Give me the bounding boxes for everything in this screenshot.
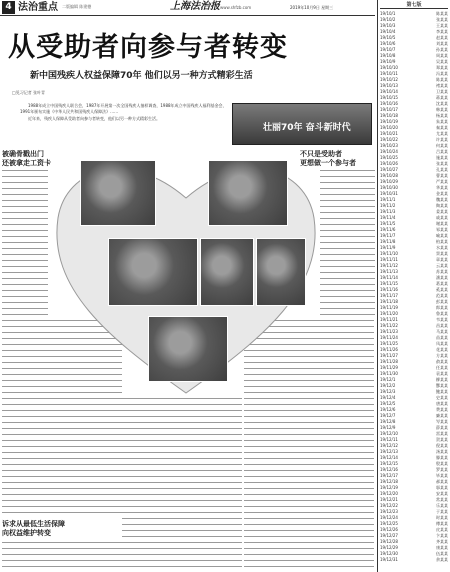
sidebar-row-name: 毕某某 bbox=[436, 473, 448, 478]
sidebar-row-date: 19/11/19 bbox=[380, 305, 398, 310]
sidebar-row-date: 19/10/28 bbox=[380, 173, 398, 178]
sidebar-row-name: 吕某某 bbox=[436, 149, 448, 154]
sidebar-row-date: 19/11/13 bbox=[380, 269, 398, 274]
sidebar-row-date: 19/12/24 bbox=[380, 515, 398, 520]
photo-middle-left bbox=[108, 238, 198, 306]
sidebar-row-date: 19/10/16 bbox=[380, 101, 398, 106]
sidebar-row-name: 张某某 bbox=[436, 17, 448, 22]
sidebar-row-date: 19/10/2 bbox=[380, 17, 396, 22]
bottom-left-text bbox=[2, 542, 122, 570]
sidebar-row-date: 19/10/11 bbox=[380, 71, 398, 76]
sidebar-row-date: 19/11/10 bbox=[380, 251, 398, 256]
sidebar-row-date: 19/10/23 bbox=[380, 143, 398, 148]
sidebar-row-name: 孙某某 bbox=[436, 47, 448, 52]
sidebar-row-date: 19/11/27 bbox=[380, 353, 398, 358]
sidebar-row-date: 19/10/26 bbox=[380, 161, 398, 166]
sidebar-row-name: 贺某某 bbox=[436, 437, 448, 442]
lead-paragraph-1: 1988年成立中国残疾人联合会，1987年开展第一次全国残疾人抽样调查，1988年成立中国残疾人福利基金会，1991年颁布实施《中华人民共和国残疾人保障法》…… bbox=[20, 103, 227, 114]
sidebar-row-name: 戚某某 bbox=[436, 215, 448, 220]
sidebar-row-name: 朱某某 bbox=[436, 119, 448, 124]
sidebar-row-name: 何某某 bbox=[436, 143, 448, 148]
sidebar-row-name: 陶某某 bbox=[436, 203, 448, 208]
sidebar-row-date: 19/11/2 bbox=[380, 203, 396, 208]
sidebar-row-date: 19/12/15 bbox=[380, 461, 398, 466]
editor-credit: 二版编辑 陈建德 bbox=[62, 4, 92, 9]
sidebar-row-date: 19/11/5 bbox=[380, 221, 396, 226]
sidebar-row-date: 19/10/14 bbox=[380, 89, 398, 94]
sidebar-row-date: 19/12/25 bbox=[380, 521, 398, 526]
sidebar-row-date: 19/11/1 bbox=[380, 197, 396, 202]
sidebar-row-name: 岑某某 bbox=[436, 419, 448, 424]
sidebar-row-date: 19/11/28 bbox=[380, 359, 398, 364]
sidebar-row-name: 鲁某某 bbox=[436, 311, 448, 316]
sidebar-row-date: 19/11/24 bbox=[380, 335, 398, 340]
bottom-section-title: 诉求从最低生活保障 向权益维护转变 bbox=[2, 520, 65, 537]
sidebar-row-name: 葛某某 bbox=[436, 281, 448, 286]
sidebar-row-name: 花某某 bbox=[436, 347, 448, 352]
sidebar-row-date: 19/11/25 bbox=[380, 341, 398, 346]
sidebar-row-date: 19/10/6 bbox=[380, 41, 396, 46]
sidebar-row-date: 19/12/28 bbox=[380, 539, 398, 544]
sidebar-row-name: 凤某某 bbox=[436, 341, 448, 346]
sidebar-row-date: 19/11/6 bbox=[380, 227, 396, 232]
sidebar-row-name: 汤某某 bbox=[436, 449, 448, 454]
sidebar-row-date: 19/12/2 bbox=[380, 383, 396, 388]
sidebar-row-date: 19/11/20 bbox=[380, 311, 398, 316]
sidebar-row-name: 齐某某 bbox=[436, 539, 448, 544]
sidebar-row-date: 19/12/20 bbox=[380, 491, 398, 496]
sidebar-row-name: 韦某某 bbox=[436, 317, 448, 322]
sidebar-row-date: 19/12/27 bbox=[380, 533, 398, 538]
photo-middle-right-a bbox=[200, 238, 254, 306]
sidebar-row-name: 华某某 bbox=[436, 185, 448, 190]
sidebar-row-name: 于某某 bbox=[436, 509, 448, 514]
sidebar-row-name: 鲍某某 bbox=[436, 389, 448, 394]
sidebar-row-name: 窦某某 bbox=[436, 251, 448, 256]
sidebar-row-name: 吴某某 bbox=[436, 59, 448, 64]
paper-logo: 上海法治报 bbox=[170, 1, 220, 12]
sidebar-row-date: 19/11/14 bbox=[380, 275, 398, 280]
lead-paragraphs bbox=[20, 103, 230, 123]
sidebar-row-name: 柏某某 bbox=[436, 239, 448, 244]
sidebar-row-name: 韩某某 bbox=[436, 107, 448, 112]
photo-top-right bbox=[208, 160, 288, 226]
sidebar-row-date: 19/12/11 bbox=[380, 437, 398, 442]
sidebar-row-date: 19/10/4 bbox=[380, 29, 396, 34]
sidebar-row-name: 费某某 bbox=[436, 407, 448, 412]
sidebar-row-date: 19/12/16 bbox=[380, 467, 398, 472]
sidebar-row-name: 滕某某 bbox=[436, 455, 448, 460]
sidebar-row-name: 潘某某 bbox=[436, 275, 448, 280]
sidebar-row-name: 乐某某 bbox=[436, 503, 448, 508]
sidebar-row bbox=[380, 557, 448, 563]
sidebar-row-name: 喻某某 bbox=[436, 233, 448, 238]
sidebar-row-date: 19/11/7 bbox=[380, 233, 396, 238]
paper-url: www.shfzb.com bbox=[220, 5, 252, 10]
sidebar-row-date: 19/10/20 bbox=[380, 125, 398, 130]
page-number: 4 bbox=[2, 1, 15, 14]
sidebar-row-name: 时某某 bbox=[436, 515, 448, 520]
sidebar-row-name: 章某某 bbox=[436, 257, 448, 262]
sidebar-row-date: 19/12/3 bbox=[380, 389, 396, 394]
sidebar-row-name: 傅某某 bbox=[436, 521, 448, 526]
sidebar-row-name: 严某某 bbox=[436, 179, 448, 184]
sidebar-row-name: 皮某某 bbox=[436, 527, 448, 532]
sidebar-row-date: 19/11/21 bbox=[380, 317, 398, 322]
sidebar-row-name: 施某某 bbox=[436, 155, 448, 160]
sidebar-row-name: 廉某某 bbox=[436, 413, 448, 418]
center-bottom-text bbox=[122, 398, 242, 570]
sidebar-row-name: 姜某某 bbox=[436, 209, 448, 214]
sidebar-row-name: 柳某某 bbox=[436, 377, 448, 382]
sidebar-row-date: 19/12/14 bbox=[380, 455, 398, 460]
sidebar-row-name: 唐某某 bbox=[436, 401, 448, 406]
sidebar-row-date: 19/10/15 bbox=[380, 95, 398, 100]
sidebar-row-date: 19/10/7 bbox=[380, 47, 396, 52]
sidebar-row-name: 常某某 bbox=[436, 497, 448, 502]
sidebar-row-date: 19/12/22 bbox=[380, 503, 398, 508]
sidebar-row-date: 19/10/13 bbox=[380, 83, 398, 88]
sidebar-row-date: 19/11/23 bbox=[380, 329, 398, 334]
sidebar-row-name: 冯某某 bbox=[436, 71, 448, 76]
sidebar-row-date: 19/12/12 bbox=[380, 443, 398, 448]
sidebar-row-date: 19/12/6 bbox=[380, 407, 396, 412]
sidebar-row-name: 郎某某 bbox=[436, 305, 448, 310]
sidebar-row-date: 19/10/3 bbox=[380, 23, 396, 28]
issue-date: 2019年10月9日 星期三 bbox=[290, 5, 334, 10]
sidebar-row-date: 19/10/25 bbox=[380, 155, 398, 160]
photo-top-left bbox=[80, 160, 156, 226]
sidebar-row-name: 孔某某 bbox=[436, 167, 448, 172]
sidebar-row-name: 罗某某 bbox=[436, 467, 448, 472]
sidebar-row-name: 余某某 bbox=[436, 557, 448, 562]
headline: 从受助者向参与者转变 bbox=[8, 32, 288, 63]
sidebar-row-date: 19/11/8 bbox=[380, 239, 396, 244]
sidebar-row-name: 卞某某 bbox=[436, 533, 448, 538]
sidebar-row-date: 19/12/21 bbox=[380, 497, 398, 502]
sidebar-list bbox=[377, 0, 450, 572]
sidebar-row-date: 19/10/8 bbox=[380, 53, 396, 58]
sidebar-row-date: 19/11/29 bbox=[380, 365, 398, 370]
sidebar-row-name: 俞某某 bbox=[436, 359, 448, 364]
sidebar-row-date: 19/11/22 bbox=[380, 323, 398, 328]
sidebar-row-name: 卫某某 bbox=[436, 89, 448, 94]
sidebar-row-date: 19/10/9 bbox=[380, 59, 396, 64]
sidebar-row-name: 魏某某 bbox=[436, 197, 448, 202]
sidebar-row-name: 曹某某 bbox=[436, 173, 448, 178]
sidebar-row-name: 水某某 bbox=[436, 245, 448, 250]
sidebar-row-name: 许某某 bbox=[436, 137, 448, 142]
sidebar-row-date: 19/11/9 bbox=[380, 245, 396, 250]
left-column-text bbox=[2, 170, 48, 320]
section-name: 法治重点 bbox=[18, 2, 58, 13]
sidebar-row-date: 19/10/18 bbox=[380, 113, 398, 118]
sidebar-row-date: 19/12/13 bbox=[380, 449, 398, 454]
sidebar-row-name: 蒋某某 bbox=[436, 95, 448, 100]
sidebar-row-name: 雷某某 bbox=[436, 431, 448, 436]
sidebar-row-name: 赵某某 bbox=[436, 35, 448, 40]
sidebar-row-date: 19/11/17 bbox=[380, 293, 398, 298]
sidebar-row-name: 酆某某 bbox=[436, 383, 448, 388]
sidebar-row-name: 云某某 bbox=[436, 263, 448, 268]
sidebar-row-date: 19/12/5 bbox=[380, 401, 396, 406]
heart-photo-collage bbox=[48, 148, 324, 398]
sidebar-row-name: 倪某某 bbox=[436, 443, 448, 448]
sidebar-row-date: 19/10/27 bbox=[380, 167, 398, 172]
lead-paragraph-2: 近年来，残疾人保障从受助者向参与者转变，他们以另一种方式精彩生活。 bbox=[28, 116, 160, 121]
sidebar-row-name: 邬某某 bbox=[436, 485, 448, 490]
sidebar-row-date: 19/12/7 bbox=[380, 413, 396, 418]
sidebar-row-date: 19/12/30 bbox=[380, 551, 398, 556]
sidebar-row-name: 殷某某 bbox=[436, 461, 448, 466]
sidebar-row-date: 19/11/4 bbox=[380, 215, 396, 220]
sidebar-row-name: 谢某某 bbox=[436, 221, 448, 226]
sidebar-row-date: 19/11/3 bbox=[380, 209, 396, 214]
sidebar-row-date: 19/12/4 bbox=[380, 395, 396, 400]
sidebar-row-name: 张某某 bbox=[436, 161, 448, 166]
sidebar-row-date: 19/10/17 bbox=[380, 107, 398, 112]
right-column-title: 不只是受助者 更想做一个参与者 bbox=[300, 150, 356, 167]
sidebar-row-name: 沈某某 bbox=[436, 101, 448, 106]
sidebar-row-date: 19/10/1 bbox=[380, 11, 396, 16]
sidebar-row-name: 褚某某 bbox=[436, 83, 448, 88]
sidebar-row-name: 郝某某 bbox=[436, 479, 448, 484]
right-column-text bbox=[320, 170, 375, 320]
sidebar-row-date: 19/11/30 bbox=[380, 371, 398, 376]
sidebar-row-name: 昌某某 bbox=[436, 323, 448, 328]
sidebar-row-date: 19/10/22 bbox=[380, 137, 398, 142]
sidebar-row-name: 范某某 bbox=[436, 293, 448, 298]
sidebar-row-date: 19/12/23 bbox=[380, 509, 398, 514]
sidebar-row-date: 19/12/8 bbox=[380, 419, 396, 424]
sidebar-row-date: 19/12/26 bbox=[380, 527, 398, 532]
sidebar-row-date: 19/12/9 bbox=[380, 425, 396, 430]
sidebar-row-name: 康某某 bbox=[436, 545, 448, 550]
sidebar-row-date: 19/10/29 bbox=[380, 179, 398, 184]
sidebar-row-name: 秦某某 bbox=[436, 125, 448, 130]
sidebar-row-date: 19/11/18 bbox=[380, 299, 398, 304]
sidebar-row-date: 19/12/31 bbox=[380, 557, 398, 562]
sidebar-row-date: 19/10/10 bbox=[380, 65, 398, 70]
sidebar-row-name: 王某某 bbox=[436, 23, 448, 28]
sidebar-row-date: 19/10/21 bbox=[380, 131, 398, 136]
sidebar-row-name: 刘某某 bbox=[436, 41, 448, 46]
sidebar-row-date: 19/12/17 bbox=[380, 473, 398, 478]
left-column-title: 被确骨戳出门 还被拿走工资卡 bbox=[2, 150, 51, 167]
sidebar-row-name: 陈某某 bbox=[436, 77, 448, 82]
sidebar-row-name: 彭某某 bbox=[436, 299, 448, 304]
sidebar-row-name: 李某某 bbox=[436, 29, 448, 34]
photo-middle-right-b bbox=[256, 238, 306, 306]
sidebar-row-name: 史某某 bbox=[436, 395, 448, 400]
sidebar-row-name: 郑某某 bbox=[436, 65, 448, 70]
banner-label: 壮丽70年 奋斗新时代 bbox=[263, 123, 351, 133]
sidebar-row-date: 19/10/12 bbox=[380, 77, 398, 82]
sidebar-row-name: 陈某某 bbox=[436, 11, 448, 16]
sidebar-row-date: 19/10/30 bbox=[380, 185, 398, 190]
sidebar-row-name: 苗某某 bbox=[436, 335, 448, 340]
sidebar-row-date: 19/11/16 bbox=[380, 287, 398, 292]
sidebar-row-name: 金某某 bbox=[436, 191, 448, 196]
sidebar-row-name: 尤某某 bbox=[436, 131, 448, 136]
sidebar-row-name: 杨某某 bbox=[436, 113, 448, 118]
subhead: 新中国残疾人权益保障70年 他们以另一种方式精彩生活 bbox=[30, 71, 253, 81]
sidebar-row-name: 薛某某 bbox=[436, 425, 448, 430]
photo-bottom bbox=[148, 316, 228, 382]
masthead bbox=[0, 0, 375, 16]
sidebar-row-date: 19/12/29 bbox=[380, 545, 398, 550]
sidebar-row-name: 马某某 bbox=[436, 329, 448, 334]
sidebar-row-name: 方某某 bbox=[436, 353, 448, 358]
sidebar-title: 第七版 bbox=[380, 2, 448, 9]
sidebar-row-date: 19/12/18 bbox=[380, 479, 398, 484]
sidebar-row-name: 安某某 bbox=[436, 491, 448, 496]
byline: □见习记者 张叶青 bbox=[12, 90, 46, 95]
sidebar-row-name: 邹某某 bbox=[436, 227, 448, 232]
sidebar-row-date: 19/11/11 bbox=[380, 257, 398, 262]
sidebar-row-date: 19/12/1 bbox=[380, 377, 396, 382]
sidebar-row-date: 19/11/12 bbox=[380, 263, 398, 268]
anniversary-banner bbox=[232, 103, 372, 145]
sidebar-row-date: 19/10/24 bbox=[380, 149, 398, 154]
sidebar-row-date: 19/10/5 bbox=[380, 35, 396, 40]
sidebar-row-name: 任某某 bbox=[436, 365, 448, 370]
sidebar-row-name: 苏某某 bbox=[436, 269, 448, 274]
sidebar-row-date: 19/12/10 bbox=[380, 431, 398, 436]
sidebar-rows bbox=[380, 11, 448, 563]
sidebar-row-date: 19/10/31 bbox=[380, 191, 398, 196]
sidebar-row-date: 19/12/19 bbox=[380, 485, 398, 490]
sidebar-row-name: 周某某 bbox=[436, 53, 448, 58]
sidebar-row-date: 19/10/19 bbox=[380, 119, 398, 124]
sidebar-row-name: 伍某某 bbox=[436, 551, 448, 556]
sidebar-row-date: 19/11/15 bbox=[380, 281, 398, 286]
sidebar-row-name: 奚某某 bbox=[436, 287, 448, 292]
sidebar-row-date: 19/11/26 bbox=[380, 347, 398, 352]
sidebar-row-name: 袁某某 bbox=[436, 371, 448, 376]
